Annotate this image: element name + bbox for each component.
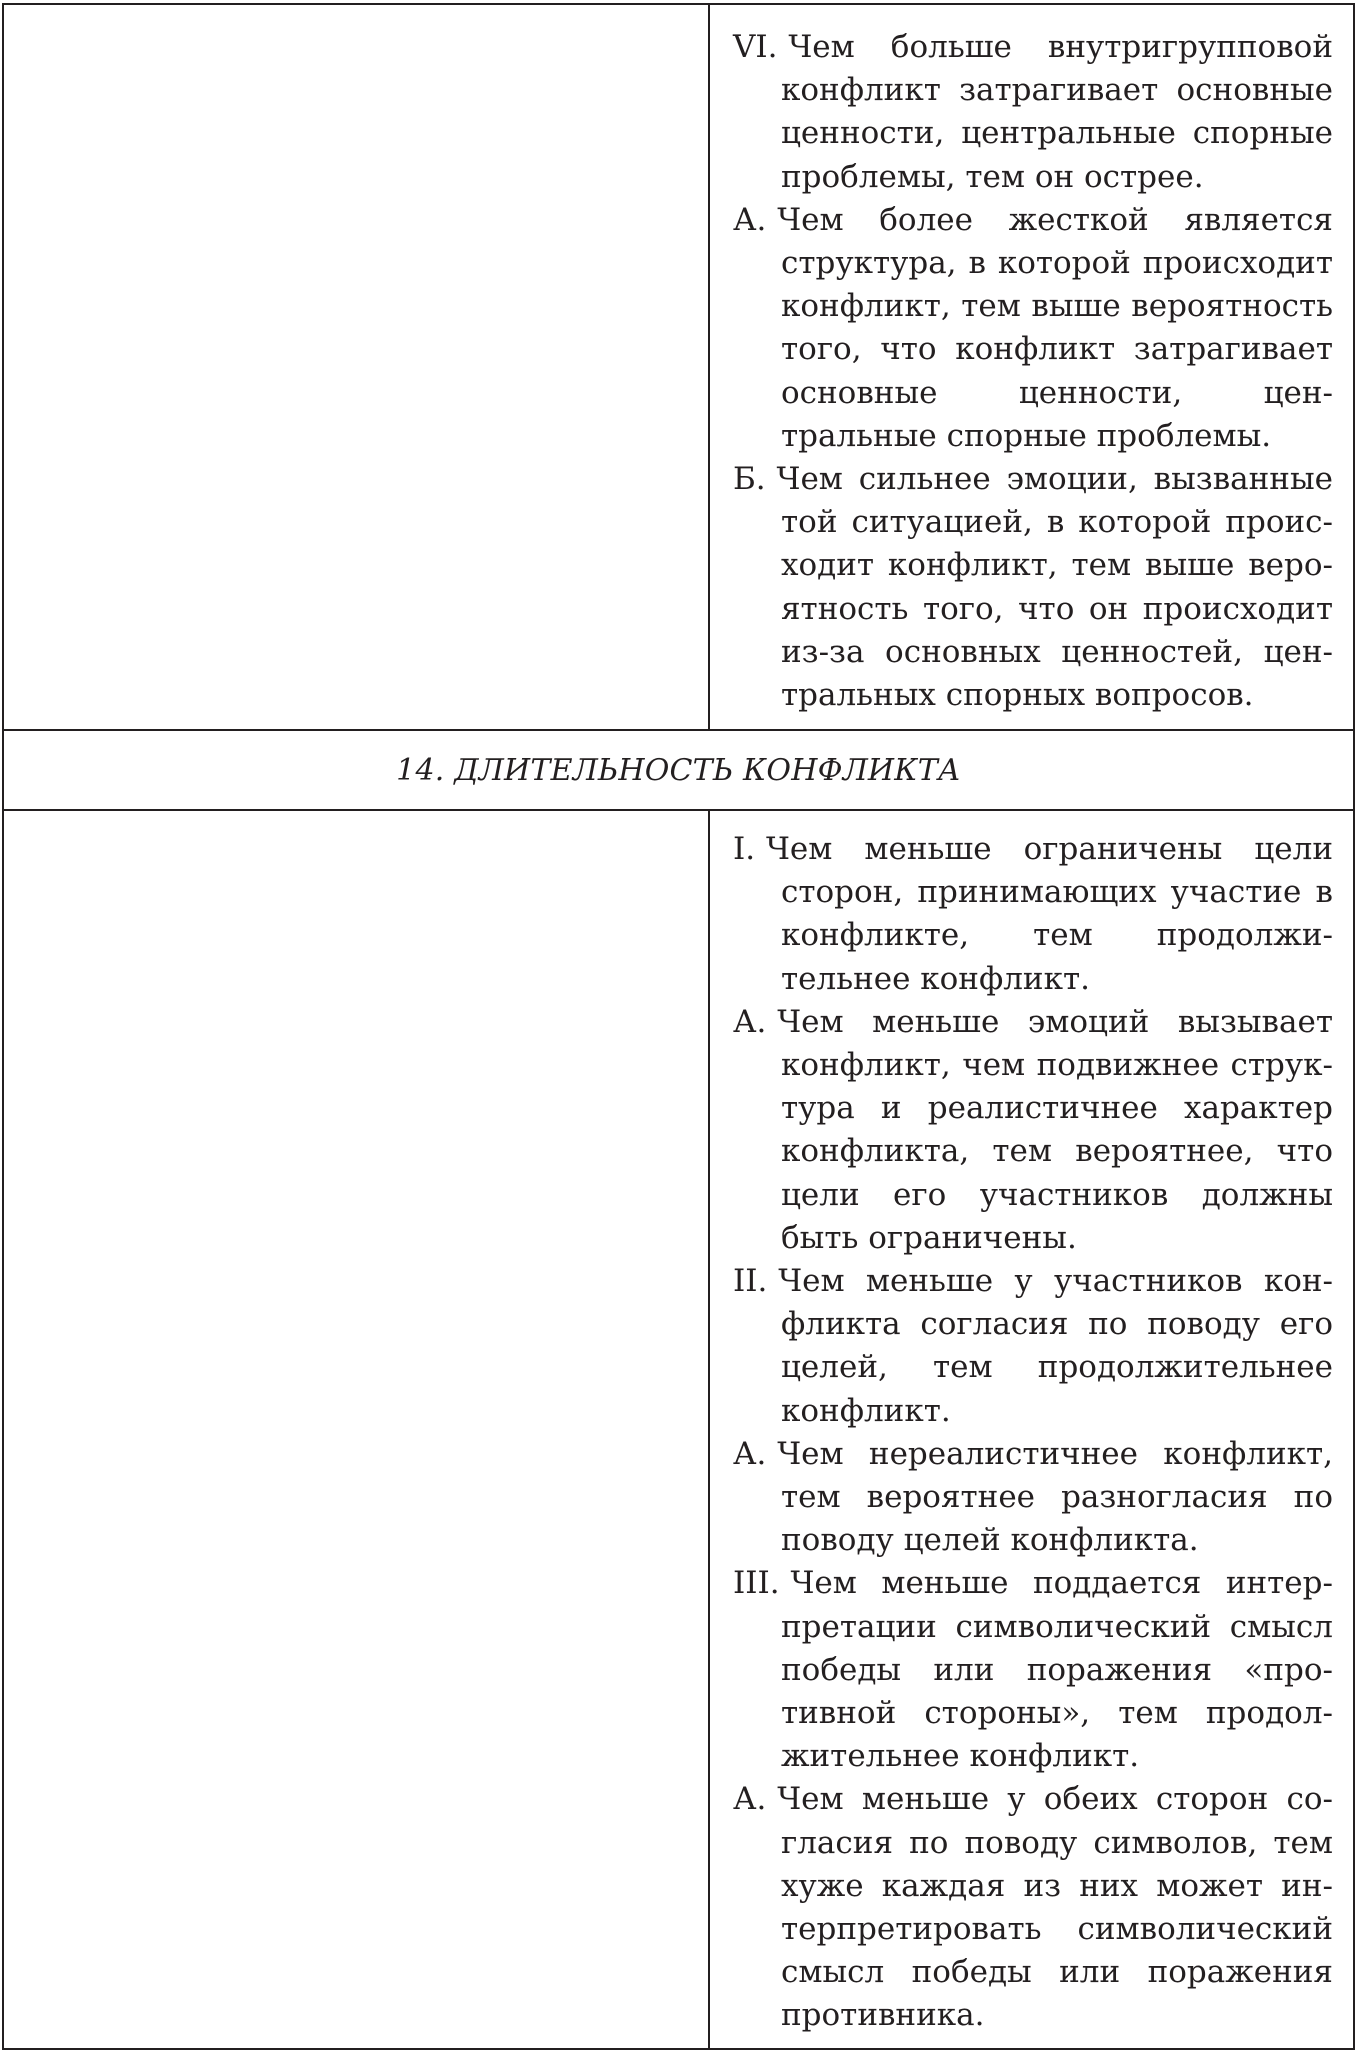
proposition-item [733, 828, 1333, 1001]
proposition-marker: I. [733, 831, 756, 867]
proposition-text: Чем меньше эмоций вызывает конфликт, чем подвижнее структура и реалистичнее характер конфликта, тем вероятнее, что цели его участников должны быть ограничены. [777, 1003, 1333, 1256]
table-row [4, 811, 1353, 2048]
proposition-marker: А. [733, 1435, 767, 1472]
proposition-item [733, 1001, 1333, 1260]
proposition-text: Чем больше внутригрупповой конфликт затрагивает основные ценности, центральные спорные проблемы, тем он острее. [781, 29, 1333, 195]
proposition-text: Чем более жесткой является структура, в которой происходит конфликт, тем выше вероятность того, что конфликт затрагивает основные ценности, центральные спорные проблемы. [777, 201, 1333, 454]
proposition-marker: VI. [733, 29, 778, 65]
propositions-cell [710, 811, 1353, 2048]
table-row [4, 5, 1353, 731]
proposition-marker: А. [733, 1781, 767, 1818]
empty-left-cell [4, 5, 710, 729]
proposition-marker: II. [733, 1263, 768, 1300]
proposition-item [733, 1433, 1333, 1563]
proposition-item [733, 1260, 1333, 1433]
section-heading: 14. ДЛИТЕЛЬНОСТЬ КОНФЛИКТА [396, 752, 961, 788]
proposition-item [733, 199, 1333, 458]
proposition-text: Чем меньше у обеих сторон согласия по поводу символов, тем хуже каждая из них может интерпретировать символический смысл победы или поражения противника. [777, 1781, 1333, 2034]
proposition-item [733, 26, 1333, 199]
proposition-item [733, 1562, 1333, 1778]
propositions-cell [710, 5, 1353, 729]
table-row [4, 731, 1353, 811]
empty-left-cell [4, 811, 710, 2048]
proposition-marker: III. [733, 1565, 780, 1602]
proposition-marker: А. [733, 1003, 767, 1040]
proposition-item [733, 458, 1333, 717]
proposition-marker: Б. [733, 461, 766, 498]
proposition-text: Чем меньше поддается интерпретации символический смысл победы или поражения «противной стороны», тем продолжительнее конфликт. [781, 1565, 1333, 1775]
proposition-text: Чем нереалистичнее конфликт, тем вероятнее разногласия по поводу целей конфликта. [777, 1435, 1333, 1559]
proposition-text: Чем меньше у участников конфликта согласия по поводу его целей, тем продолжительнее конфликт. [778, 1263, 1333, 1429]
proposition-text: Чем сильнее эмоции, вызванные той ситуацией, в которой происходит конфликт, тем выше вероятность того, что он происходит из-за основных ценностей, центральных спорных вопросов. [776, 461, 1333, 714]
proposition-text: Чем меньше ограничены цели сторон, принимающих участие в конфликте, тем продолжительнее конфликт. [765, 831, 1333, 997]
proposition-item [733, 1778, 1333, 2037]
propositions-table [2, 3, 1355, 2050]
proposition-marker: А. [733, 201, 767, 238]
